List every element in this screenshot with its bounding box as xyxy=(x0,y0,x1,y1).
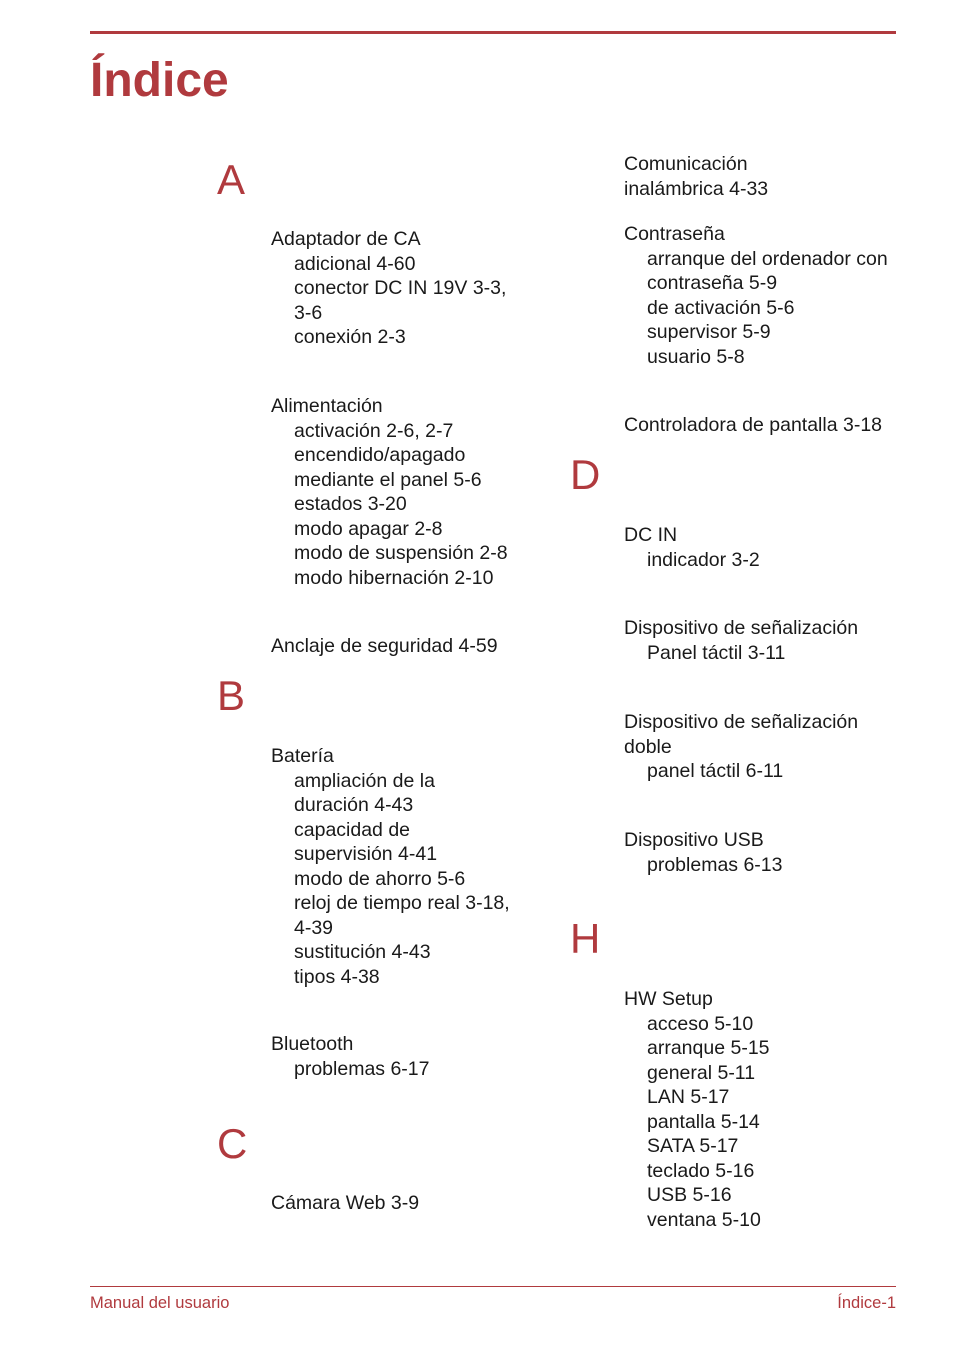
subentry: conector DC IN 19V 3-3, xyxy=(294,277,507,299)
entry-head: Cámara Web 3-9 xyxy=(271,1192,420,1214)
subentry: supervisión 4-41 xyxy=(294,843,438,865)
subentry: SATA 5-17 xyxy=(647,1135,739,1157)
entry-head: HW Setup xyxy=(624,988,713,1010)
index-entry-adaptador xyxy=(271,227,506,350)
entry-head: Alimentación xyxy=(271,395,383,417)
subentry: de activación 5-6 xyxy=(647,296,795,319)
subentry: indicador 3-2 xyxy=(647,548,760,571)
subentry: 3-6 xyxy=(294,301,323,324)
section-letter-b: B xyxy=(217,672,246,719)
subentry: ampliación de la xyxy=(294,769,435,792)
index-entry-bateria xyxy=(271,744,510,989)
subentry: problemas 6-13 xyxy=(647,853,783,876)
index-entry-dcin xyxy=(624,523,760,572)
entry-head: Anclaje de seguridad 4-59 xyxy=(271,635,498,657)
subentry: reloj de tiempo real 3-18, xyxy=(294,892,510,914)
subentry: acceso 5-10 xyxy=(647,1012,754,1035)
entry-head: Dispositivo de señalización xyxy=(624,617,859,639)
subentry: ventana 5-10 xyxy=(647,1208,761,1231)
entry-head-continued: doble xyxy=(624,735,672,758)
entry-head: Comunicación xyxy=(624,153,748,175)
subentry: modo apagar 2-8 xyxy=(294,517,443,540)
index-entry-alimentacion xyxy=(271,394,508,590)
subentry: 4-39 xyxy=(294,916,334,939)
entry-head: Dispositivo de señalización xyxy=(624,711,859,733)
subentry: pantalla 5-14 xyxy=(647,1110,760,1133)
subentry: supervisor 5-9 xyxy=(647,321,771,343)
subentry: modo de suspensión 2-8 xyxy=(294,542,508,564)
footer-page-number: Índice-1 xyxy=(837,1294,896,1312)
entry-head: Adaptador de CA xyxy=(271,228,421,250)
index-entry-hwsetup xyxy=(624,987,770,1232)
index-entry-controladora xyxy=(624,413,882,438)
index-entry-anclaje xyxy=(271,634,498,659)
subentry: modo de ahorro 5-6 xyxy=(294,867,466,890)
entry-head: Dispositivo USB xyxy=(624,829,764,851)
footer-doc-title: Manual del usuario xyxy=(90,1294,230,1312)
entry-head: Bluetooth xyxy=(271,1033,354,1055)
section-letter-d: D xyxy=(570,451,601,498)
subentry: modo hibernación 2-10 xyxy=(294,566,494,589)
subentry: encendido/apagado xyxy=(294,444,466,466)
index-entry-dispositivo-senalizacion xyxy=(624,616,858,665)
index-entry-dispositivo-usb xyxy=(624,828,783,877)
subentry: problemas 6-17 xyxy=(294,1057,430,1080)
index-entry-camara xyxy=(271,1191,419,1216)
section-letter-c: C xyxy=(217,1120,248,1167)
index-entry-contrasena xyxy=(624,222,888,369)
subentry: duración 4-43 xyxy=(294,794,414,816)
bottom-rule xyxy=(90,1286,896,1287)
subentry: teclado 5-16 xyxy=(647,1159,755,1182)
subentry: LAN 5-17 xyxy=(647,1086,730,1108)
subentry: panel táctil 6-11 xyxy=(647,760,784,782)
subentry: capacidad de xyxy=(294,818,411,841)
index-entry-bluetooth xyxy=(271,1032,430,1081)
section-letter-a: A xyxy=(217,156,246,203)
subentry: arranque del ordenador con xyxy=(647,247,888,270)
entry-head: Controladora de pantalla 3-18 xyxy=(624,414,883,436)
subentry: mediante el panel 5-6 xyxy=(294,468,482,491)
subentry: usuario 5-8 xyxy=(647,345,745,368)
subentry: general 5-11 xyxy=(647,1061,756,1084)
entry-head-continued: inalámbrica 4-33 xyxy=(624,177,769,200)
subentry: estados 3-20 xyxy=(294,493,407,515)
entry-head: DC IN xyxy=(624,524,678,546)
page-title: Índice xyxy=(90,54,229,107)
subentry: Panel táctil 3-11 xyxy=(647,641,786,664)
entry-head: Batería xyxy=(271,745,334,767)
subentry: sustitución 4-43 xyxy=(294,941,431,963)
subentry: arranque 5-15 xyxy=(647,1037,770,1059)
subentry: conexión 2-3 xyxy=(294,326,406,348)
subentry: activación 2-6, 2-7 xyxy=(294,419,454,442)
subentry: USB 5-16 xyxy=(647,1184,732,1206)
entry-head: Contraseña xyxy=(624,223,725,245)
subentry: tipos 4-38 xyxy=(294,965,380,988)
section-letter-h: H xyxy=(570,915,601,962)
index-entry-dispositivo-doble xyxy=(624,710,858,784)
subentry: adicional 4-60 xyxy=(294,252,416,275)
subentry: contraseña 5-9 xyxy=(647,272,778,294)
top-rule xyxy=(90,31,896,34)
index-entry-comunicacion xyxy=(624,152,768,201)
